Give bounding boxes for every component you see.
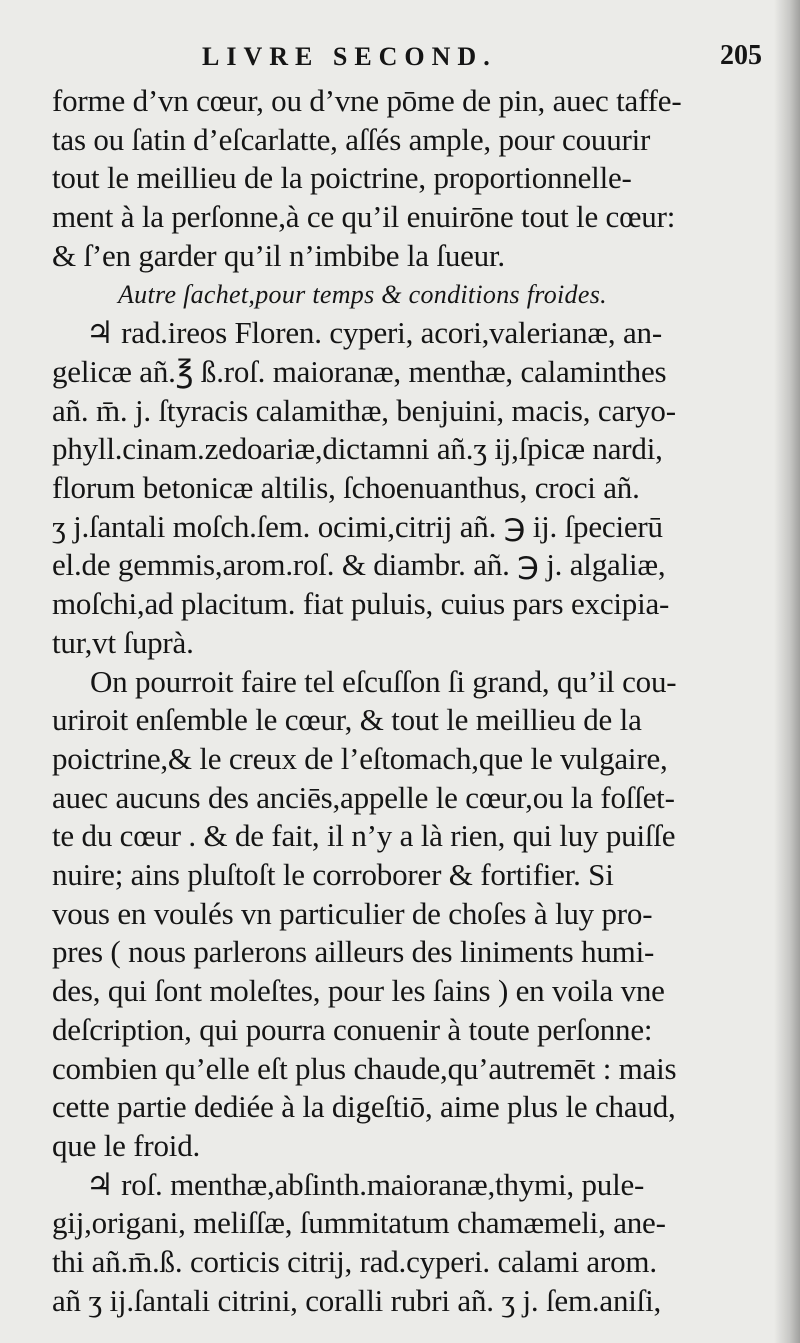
text-line: cette partie dediée à la digeſtiō, aime plus le chaud, [52,1089,676,1125]
text-line: ʒ j.ſantali moſch.ſem. ocimi,citrij añ. ℈ ij. ſpecierū [52,508,663,544]
running-title: LIVRE SECOND. [202,42,497,71]
page-number: 205 [720,40,762,71]
text-line: & ſ’en garder qu’il n’imbibe la ſueur. [52,237,505,273]
text-line: pres ( nous parlerons ailleurs des liniments humi- [52,934,655,970]
text-line: florum betonicæ altilis, ſchoenuanthus, croci añ. [52,470,640,506]
text-line: tas ou ſatin d’eſcarlatte, aſſés ample, pour couurir [52,121,651,157]
section-heading: Autre ſachet,pour temps & conditions froides. [118,279,607,309]
text-line: añ. m̄. j. ſtyracis calamithæ, benjuini, macis, caryo- [52,392,676,428]
text-line: ment à la perſonne,à ce qu’il enuirōne tout le cœur: [52,199,676,235]
text-line: nuire; ains pluſtoſt le corroborer & fortifier. Si [52,857,614,893]
text-line: thi añ.m̄.ß. corticis citrij, rad.cyperi. calami arom. [52,1244,657,1280]
text-line: gij,origani, meliſſæ, ſummitatum chamæmeli, ane- [52,1205,666,1241]
text-line: que le froid. [52,1127,201,1163]
text-line: forme d’vn cœur, ou d’vne pōme de pin, auec taffe- [52,83,682,118]
text-line: el.de gemmis,arom.roſ. & diambr. añ. ℈ j. algaliæ, [52,547,666,583]
paragraph-first-line: On pourroit faire tel eſcuſſon ſi grand, qu’il cou- [90,663,677,699]
recipe-line: ♃ rad.ireos Floren. cyperi, acori,valerianæ, an- [86,315,662,351]
text-line: deſcription, qui pourra conuenir à toute perſonne: [52,1011,653,1047]
text-line: des, qui ſont moleſtes, pour les ſains ) en voila vne [52,973,665,1009]
text-line: tur,vt ſuprà. [52,624,194,660]
text-line: auec aucuns des anciēs,appelle le cœur,ou la foſſet- [52,779,675,815]
text-line: te du cœur . & de fait, il n’y a là rien, qui luy puiſſe [52,818,676,854]
text-block [52,34,772,1321]
text-line: phyll.cinam.zedoariæ,dictamni añ.ʒ ij,ſpicæ nardi, [52,431,663,467]
text-line: gelicæ añ.℥ ß.roſ. maioranæ, menthæ, calaminthes [52,353,667,389]
text-line: poictrine,& le creux de l’eſtomach,que le vulgaire, [52,740,668,776]
text-line: tout le meillieu de la poictrine, proportionnelle- [52,160,632,196]
text-line: vous en voulés vn particulier de choſes à luy pro- [52,895,653,931]
text-line: moſchi,ad placitum. fiat puluis, cuius pars excipia- [52,586,670,622]
running-head [52,34,772,82]
page-edge-shadow [774,0,800,1343]
text-line: uriroit enſemble le cœur, & tout le meillieu de la [52,702,642,738]
text-line: combien qu’elle eſt plus chaude,qu’autremēt : mais [52,1050,677,1086]
recipe-line: ♃ roſ. menthæ,abſinth.maioranæ,thymi, pule- [86,1166,645,1202]
text-line: añ ʒ ij.ſantali citrini, coralli rubri añ. ʒ j. ſem.aniſi, [52,1282,662,1318]
